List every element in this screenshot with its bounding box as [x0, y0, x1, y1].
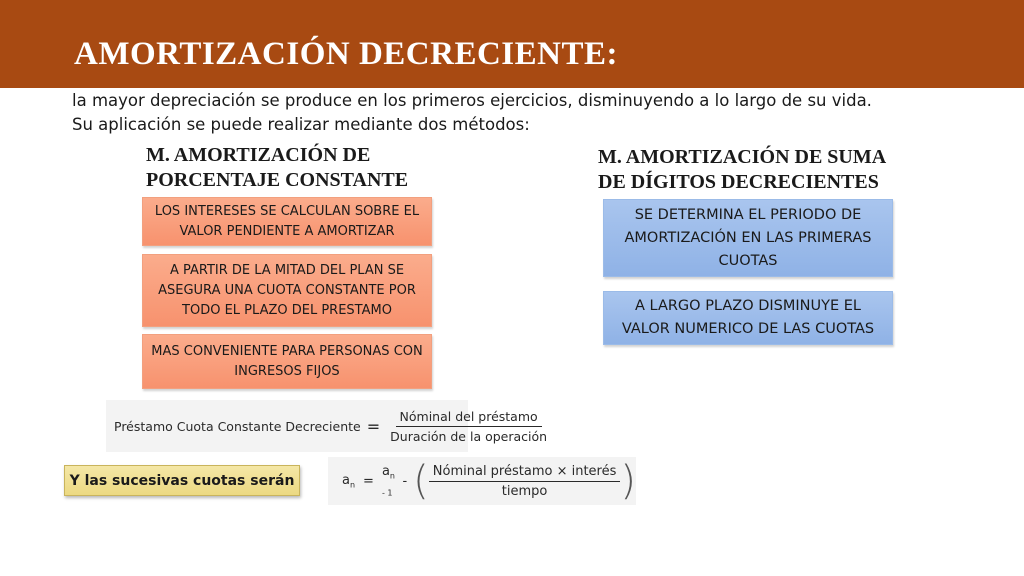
left-method-title-line-2: PORCENTAJE CONSTANTE: [146, 169, 409, 191]
formula-2-denominator: tiempo: [501, 483, 548, 499]
intro-text: [72, 89, 972, 137]
right-method-title-line-1: M. AMORTIZACIÓN DE SUMA: [598, 146, 887, 168]
right-method-title-line-2: DE DÍGITOS DECRECIENTES: [598, 171, 879, 193]
right-method-box-1: SE DETERMINA EL PERIODO DE AMORTIZACIÓN EN LAS PRIMERAS CUOTAS: [603, 199, 893, 277]
formula-1-numerator: Nóminal del préstamo: [396, 409, 542, 427]
formula-2-rhs-sub: n - 1: [381, 472, 395, 498]
intro-line-1: la mayor depreciación se produce en los primeros ejercicios, disminuyendo a lo largo de su vida.: [72, 91, 872, 110]
formula-2-lhs-var: a: [342, 472, 350, 488]
intro-line-2: Su aplicación se puede realizar mediante dos métodos:: [72, 115, 530, 134]
left-method-box-1: LOS INTERESES SE CALCULAN SOBRE EL VALOR PENDIENTE A AMORTIZAR: [142, 197, 432, 246]
formula-2-minus: -: [402, 473, 408, 489]
left-method-title: [146, 143, 408, 193]
right-method-box-2: A LARGO PLAZO DISMINUYE EL VALOR NUMERICO DE LAS CUOTAS: [603, 291, 893, 345]
formula-2-fraction: [429, 464, 621, 499]
formula-2-equals: =: [363, 473, 374, 489]
formula-1-fraction: [386, 409, 551, 444]
formula-successive-quotas: [328, 457, 636, 505]
formula-2-lhs-sub: n: [349, 480, 356, 490]
formula-2-lhs: [342, 473, 355, 490]
formula-2-rhs: [382, 464, 397, 497]
formula-2-open-paren: (: [413, 458, 429, 504]
formula-1-equals: =: [366, 416, 381, 436]
slide-title: AMORTIZACIÓN DECRECIENTE:: [74, 36, 618, 72]
left-method-box-3: MAS CONVENIENTE PARA PERSONAS CON INGRESOS FIJOS: [142, 334, 432, 389]
successive-quotas-callout: Y las sucesivas cuotas serán: [64, 465, 300, 496]
formula-1-denominator: Duración de la operación: [390, 428, 548, 444]
formula-constant-quota: [106, 400, 548, 452]
left-method-box-2: A PARTIR DE LA MITAD DEL PLAN SE ASEGURA UNA CUOTA CONSTANTE POR TODO EL PLAZO DEL PRESTAMO: [142, 254, 432, 327]
left-method-title-line-1: M. AMORTIZACIÓN DE: [146, 144, 371, 166]
formula-2-rhs-var: a: [381, 464, 390, 480]
formula-2-numerator: Nóminal préstamo × interés: [429, 464, 621, 482]
formula-1-label: Préstamo Cuota Constante Decreciente: [114, 418, 361, 434]
right-method-title: [598, 145, 886, 195]
formula-2-close-paren: ): [620, 458, 636, 504]
